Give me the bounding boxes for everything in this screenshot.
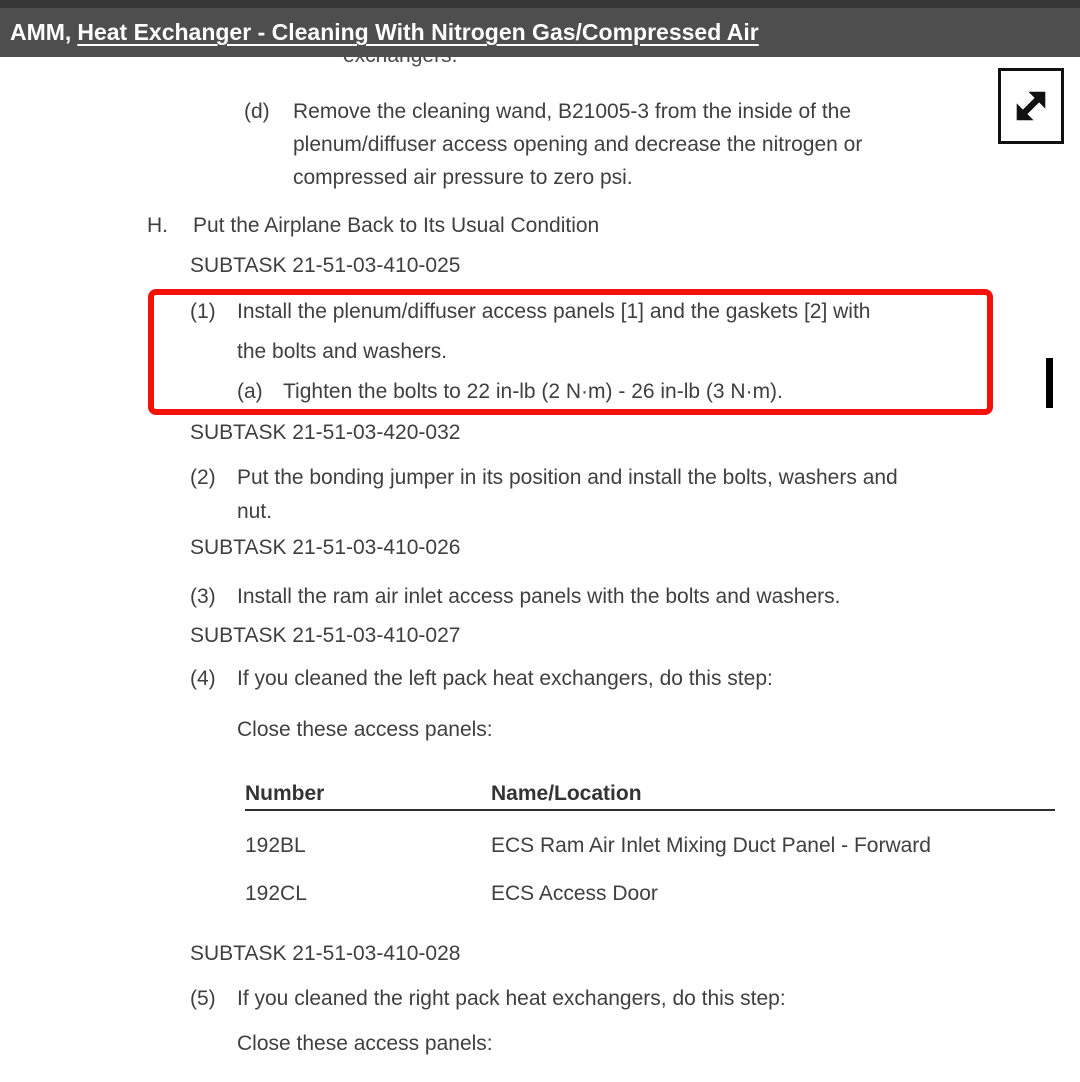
step-3-label: (3) — [190, 585, 216, 608]
step-d-line2: plenum/diffuser access opening and decrease the nitrogen or — [293, 133, 863, 156]
table-header-rule — [245, 809, 1055, 811]
section-h-title: Put the Airplane Back to Its Usual Condition — [193, 214, 600, 237]
step-4-label: (4) — [190, 667, 216, 690]
step-5-text: If you cleaned the right pack heat exchangers, do this step: — [237, 987, 786, 1010]
table-row-2-number: 192CL — [245, 882, 307, 905]
table-header-name-location: Name/Location — [491, 782, 642, 805]
expand-arrows-icon — [1009, 82, 1053, 130]
step-2-line1: Put the bonding jumper in its position and install the bolts, washers and — [237, 466, 898, 489]
step-1a-label: (a) — [237, 380, 263, 403]
document-title-link[interactable]: Heat Exchanger - Cleaning With Nitrogen Gas/Compressed Air — [77, 19, 759, 45]
subtask-420-032: SUBTASK 21-51-03-420-032 — [190, 421, 461, 444]
step-5-close-text: Close these access panels: — [237, 1032, 493, 1055]
title-prefix: AMM, — [10, 19, 72, 45]
document-title-bar — [0, 0, 1080, 57]
step-4-text: If you cleaned the left pack heat exchangers, do this step: — [237, 667, 773, 690]
step-1-line1: Install the plenum/diffuser access panels [1] and the gaskets [2] with — [237, 300, 871, 323]
step-d-line3: compressed air pressure to zero psi. — [293, 166, 633, 189]
table-row-1-number: 192BL — [245, 834, 306, 857]
table-row-2-name: ECS Access Door — [491, 882, 658, 905]
step-1a-text: Tighten the bolts to 22 in-lb (2 N·m) - 26 in-lb (3 N·m). — [283, 380, 783, 403]
subtask-410-025: SUBTASK 21-51-03-410-025 — [190, 254, 461, 277]
step-3-text: Install the ram air inlet access panels with the bolts and washers. — [237, 585, 841, 608]
step-4-close-text: Close these access panels: — [237, 718, 493, 741]
step-d-label: (d) — [244, 100, 270, 123]
step-2-line2: nut. — [237, 500, 273, 523]
expand-button[interactable] — [998, 68, 1064, 144]
step-5-label: (5) — [190, 987, 216, 1010]
step-1-line2: the bolts and washers. — [237, 340, 448, 363]
step-1-label: (1) — [190, 300, 216, 323]
step-2-label: (2) — [190, 466, 216, 489]
subtask-410-026: SUBTASK 21-51-03-410-026 — [190, 536, 461, 559]
section-h-label: H. — [147, 214, 168, 237]
table-row-1-name: ECS Ram Air Inlet Mixing Duct Panel - Forward — [491, 834, 931, 857]
step-d-line1: Remove the cleaning wand, B21005-3 from the inside of the — [293, 100, 852, 123]
subtask-410-028: SUBTASK 21-51-03-410-028 — [190, 942, 461, 965]
scrollbar-thumb[interactable] — [1046, 358, 1053, 408]
table-header-number: Number — [245, 782, 325, 805]
subtask-410-027: SUBTASK 21-51-03-410-027 — [190, 624, 461, 647]
